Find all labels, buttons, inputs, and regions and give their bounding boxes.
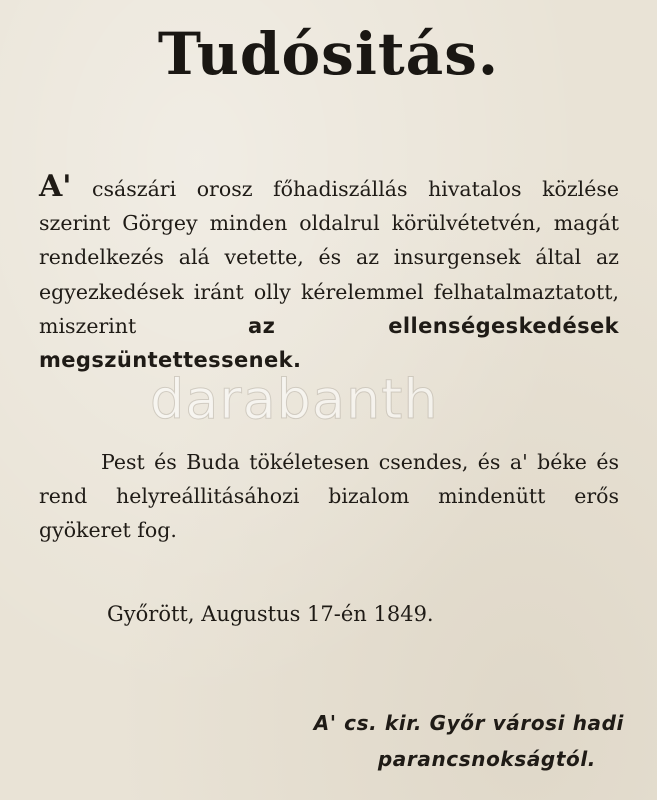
- signature-line: A' cs. kir. Győr városi hadi: [313, 711, 624, 735]
- signature-block: [314, 705, 624, 777]
- dateline: Győrött, Augustus 17-én 1849.: [107, 602, 434, 626]
- paragraph-text: császári orosz főhadiszállás hivatalos közlése szerint Görgey minden oldalrul körülvétetvén, magát rendelkezés alá vetette, és az insurgensek által az egyezkedések iránt olly kérelemmel felhatalmaztatott, miszerint: [39, 177, 619, 338]
- paragraph-status: [39, 445, 619, 548]
- paragraph-announcement: [39, 170, 619, 377]
- watermark: darabanth: [150, 368, 439, 431]
- signature-line: parancsnokságtól.: [377, 747, 596, 771]
- drop-cap: A': [39, 169, 72, 204]
- document-title: Tudósitás.: [157, 20, 500, 88]
- emphasized-text: az ellenségeskedések megszüntettessenek.: [39, 313, 620, 373]
- paragraph-text: Pest és Buda tökéletesen csendes, és a' béke és rend helyreállitásáhozi bizalom mindenütt erős gyökeret fog.: [39, 450, 619, 543]
